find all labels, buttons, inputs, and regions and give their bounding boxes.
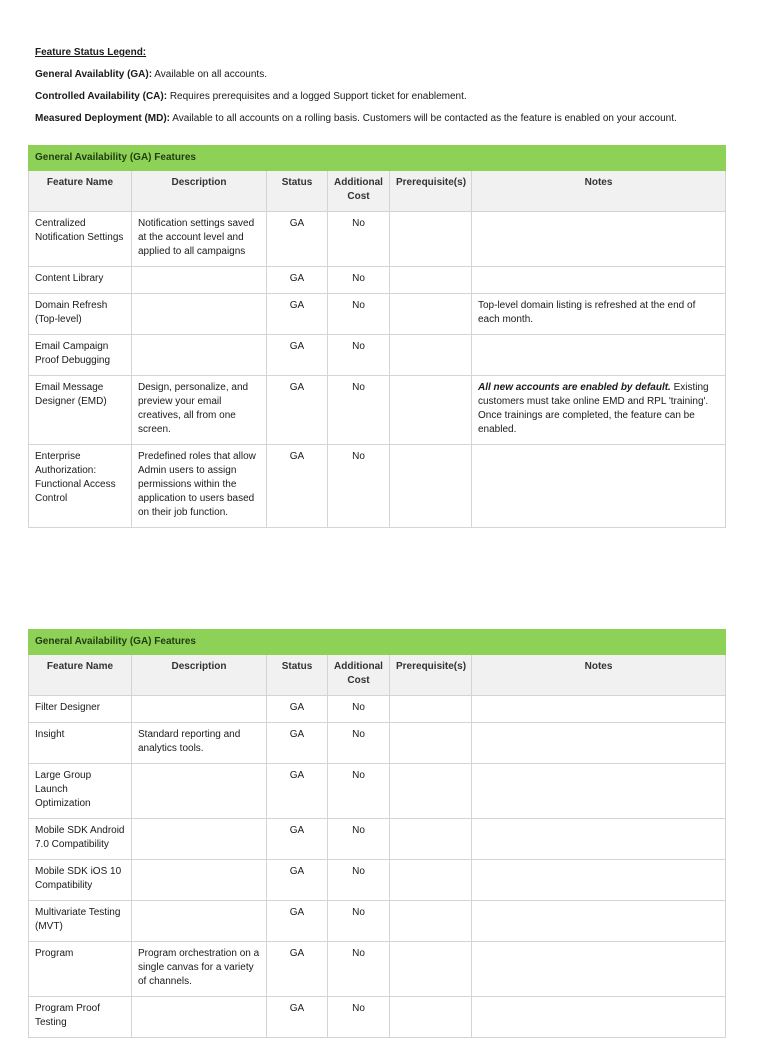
description-cell xyxy=(132,997,267,1038)
col-header-additional-cost: Additional Cost xyxy=(328,171,390,212)
prerequisites-cell xyxy=(390,376,472,445)
additional-cost-cell: No xyxy=(328,764,390,819)
additional-cost-cell: No xyxy=(328,445,390,528)
status-cell: GA xyxy=(267,445,328,528)
table-row xyxy=(29,901,726,942)
feature-name-cell: Email Campaign Proof Debugging xyxy=(29,335,132,376)
notes-text: Top-level domain listing is refreshed at the end of each month. xyxy=(478,300,696,325)
legend-item-md: Measured Deployment (MD): Available to all accounts on a rolling basis. Customers will be contacted as the feature is enabled on your account. xyxy=(35,113,677,124)
table-row xyxy=(29,267,726,294)
description-cell xyxy=(132,696,267,723)
feature-name-cell: Mobile SDK Android 7.0 Compatibility xyxy=(29,819,132,860)
description-cell: Predefined roles that allow Admin users to assign permissions within the application to users based on their job function. xyxy=(132,445,267,528)
table-row xyxy=(29,376,726,445)
col-header-feature-name: Feature Name xyxy=(29,171,132,212)
col-header-prerequisites: Prerequisite(s) xyxy=(390,655,472,696)
prerequisites-cell xyxy=(390,723,472,764)
additional-cost-cell: No xyxy=(328,267,390,294)
table-title: General Availability (GA) Features xyxy=(29,146,726,171)
col-header-prerequisites: Prerequisite(s) xyxy=(390,171,472,212)
description-cell xyxy=(132,335,267,376)
prerequisites-cell xyxy=(390,860,472,901)
feature-name-cell: Enterprise Authorization: Functional Access Control xyxy=(29,445,132,528)
table-title: General Availability (GA) Features xyxy=(29,630,726,655)
prerequisites-cell xyxy=(390,901,472,942)
notes-text: Existing customers must take online EMD and RPL 'training'. Once trainings are completed, the feature can be enabled. xyxy=(478,382,709,435)
prerequisites-cell xyxy=(390,267,472,294)
table-row xyxy=(29,942,726,997)
feature-name-cell: Filter Designer xyxy=(29,696,132,723)
table-row xyxy=(29,445,726,528)
status-cell: GA xyxy=(267,723,328,764)
legend-item-ca: Controlled Availability (CA): Requires prerequisites and a logged Support ticket for enablement. xyxy=(35,91,467,102)
table-row xyxy=(29,294,726,335)
additional-cost-cell: No xyxy=(328,376,390,445)
prerequisites-cell xyxy=(390,335,472,376)
table-row xyxy=(29,860,726,901)
feature-name-cell: Program xyxy=(29,942,132,997)
table-row xyxy=(29,997,726,1038)
feature-name-cell: Content Library xyxy=(29,267,132,294)
description-cell: Notification settings saved at the account level and applied to all campaigns xyxy=(132,212,267,267)
description-cell xyxy=(132,294,267,335)
additional-cost-cell: No xyxy=(328,723,390,764)
status-cell: GA xyxy=(267,860,328,901)
table-row xyxy=(29,764,726,819)
feature-name-cell: Email Message Designer (EMD) xyxy=(29,376,132,445)
table-row xyxy=(29,723,726,764)
prerequisites-cell xyxy=(390,997,472,1038)
notes-cell xyxy=(472,764,726,819)
feature-name-cell: Program Proof Testing xyxy=(29,997,132,1038)
legend-item-ga: General Availablity (GA): Available on all accounts. xyxy=(35,69,267,80)
prerequisites-cell xyxy=(390,294,472,335)
status-cell: GA xyxy=(267,997,328,1038)
notes-cell xyxy=(472,376,726,445)
feature-status-legend xyxy=(35,42,677,130)
additional-cost-cell: No xyxy=(328,294,390,335)
notes-cell xyxy=(472,819,726,860)
additional-cost-cell: No xyxy=(328,860,390,901)
additional-cost-cell: No xyxy=(328,335,390,376)
status-cell: GA xyxy=(267,942,328,997)
prerequisites-cell xyxy=(390,696,472,723)
feature-name-cell: Mobile SDK iOS 10 Compatibility xyxy=(29,860,132,901)
col-header-description: Description xyxy=(132,655,267,696)
status-cell: GA xyxy=(267,335,328,376)
description-cell xyxy=(132,267,267,294)
col-header-status: Status xyxy=(267,655,328,696)
notes-cell xyxy=(472,860,726,901)
status-cell: GA xyxy=(267,901,328,942)
notes-cell xyxy=(472,942,726,997)
description-cell xyxy=(132,764,267,819)
status-cell: GA xyxy=(267,294,328,335)
col-header-description: Description xyxy=(132,171,267,212)
col-header-notes: Notes xyxy=(472,171,726,212)
table-row xyxy=(29,819,726,860)
features-table-2 xyxy=(28,629,726,1038)
status-cell: GA xyxy=(267,764,328,819)
notes-cell xyxy=(472,445,726,528)
notes-cell xyxy=(472,212,726,267)
description-cell xyxy=(132,901,267,942)
notes-cell xyxy=(472,294,726,335)
description-cell xyxy=(132,819,267,860)
notes-cell xyxy=(472,267,726,294)
prerequisites-cell xyxy=(390,212,472,267)
col-header-status: Status xyxy=(267,171,328,212)
legend-title: Feature Status Legend: xyxy=(35,47,147,58)
additional-cost-cell: No xyxy=(328,997,390,1038)
description-cell: Standard reporting and analytics tools. xyxy=(132,723,267,764)
prerequisites-cell xyxy=(390,942,472,997)
additional-cost-cell: No xyxy=(328,212,390,267)
notes-cell xyxy=(472,997,726,1038)
prerequisites-cell xyxy=(390,819,472,860)
notes-cell xyxy=(472,723,726,764)
status-cell: GA xyxy=(267,267,328,294)
col-header-feature-name: Feature Name xyxy=(29,655,132,696)
feature-name-cell: Centralized Notification Settings xyxy=(29,212,132,267)
prerequisites-cell xyxy=(390,764,472,819)
prerequisites-cell xyxy=(390,445,472,528)
status-cell: GA xyxy=(267,819,328,860)
notes-cell xyxy=(472,696,726,723)
status-cell: GA xyxy=(267,376,328,445)
notes-cell xyxy=(472,335,726,376)
table-row xyxy=(29,212,726,267)
col-header-notes: Notes xyxy=(472,655,726,696)
notes-cell xyxy=(472,901,726,942)
feature-name-cell: Multivariate Testing (MVT) xyxy=(29,901,132,942)
feature-name-cell: Large Group Launch Optimization xyxy=(29,764,132,819)
description-cell: Program orchestration on a single canvas for a variety of channels. xyxy=(132,942,267,997)
description-cell xyxy=(132,860,267,901)
notes-emphasis: All new accounts are enabled by default. xyxy=(478,382,671,393)
status-cell: GA xyxy=(267,696,328,723)
table-row xyxy=(29,696,726,723)
col-header-additional-cost: Additional Cost xyxy=(328,655,390,696)
feature-name-cell: Insight xyxy=(29,723,132,764)
table-row xyxy=(29,335,726,376)
status-cell: GA xyxy=(267,212,328,267)
feature-name-cell: Domain Refresh (Top-level) xyxy=(29,294,132,335)
features-table-1 xyxy=(28,145,726,528)
additional-cost-cell: No xyxy=(328,901,390,942)
additional-cost-cell: No xyxy=(328,942,390,997)
additional-cost-cell: No xyxy=(328,819,390,860)
description-cell: Design, personalize, and preview your email creatives, all from one screen. xyxy=(132,376,267,445)
additional-cost-cell: No xyxy=(328,696,390,723)
